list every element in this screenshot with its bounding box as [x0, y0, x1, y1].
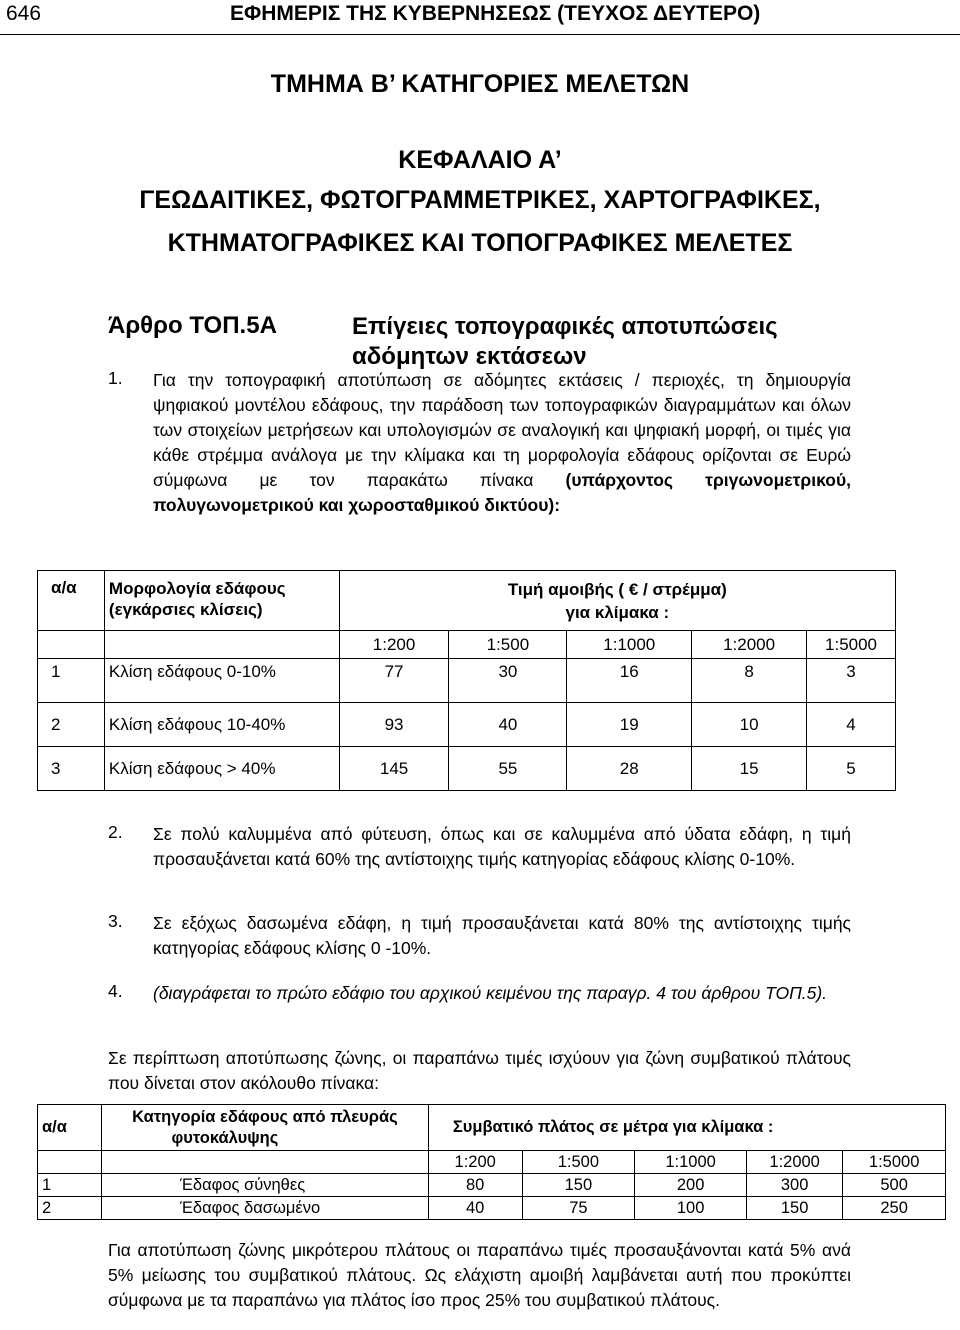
- article-title-line2: αδόμητων εκτάσεων: [352, 343, 587, 370]
- table1-row1-aa: 1: [38, 659, 105, 703]
- table1-row1-value: 30: [449, 659, 567, 703]
- paragraph-2: Σε πολύ καλυμμένα από φύτευση, όπως και σε καλυμμένα από ύδατα εδάφη, η τιμή προσαυξάνεται κατά 60% της αντίστοιχης τιμής κατηγορίας εδάφους κλίσης 0-10%.: [153, 824, 851, 869]
- table1-row2-value: 19: [567, 703, 692, 747]
- table1-row2-value: 40: [449, 703, 567, 747]
- table1-row3-value: 145: [339, 747, 449, 791]
- table2-row2-label: Έδαφος δασωμένο: [101, 1197, 428, 1220]
- table2-scale-row-empty-label: [101, 1151, 428, 1174]
- paragraph-4: (διαγράφεται το πρώτο εδάφιο του αρχικού κειμένου της παραγρ. 4 του άρθρου ΤΟΠ.5).: [153, 983, 828, 1003]
- chapter-subtitle-line2: ΚΤΗΜΑΤΟΓΡΑΦΙΚΕΣ ΚΑΙ ΤΟΠΟΓΡΑΦΙΚΕΣ ΜΕΛΕΤΕΣ: [167, 229, 793, 257]
- paragraph-1: [153, 368, 851, 518]
- paragraph-1-text: Για την τοπογραφική αποτύπωση σε αδόμητες εκτάσεις / περιοχές, τη δημιουργία ψηφιακού μοντέλου εδάφους, την παράδοση των τοπογραφικών διαγραμμάτων και όλων των στοιχείων μετρήσεων και υπολογισμών σε αναλογική και ψηφιακή μορφή, οι τιμές για κάθε στρέμμα ανάλογα με την κλίμακα και τη μορφολογία εδάφους ορίζονται σε Ευρώ σύμφωνα με τον παρακάτω πίνακα: [153, 370, 851, 490]
- table2-header-width: Συμβατικό πλάτος σε μέτρα για κλίμακα :: [428, 1105, 945, 1151]
- article-title-line1: Επίγειες τοπογραφικές αποτυπώσεις: [352, 313, 778, 340]
- table1-row2-value: 10: [692, 703, 807, 747]
- gazette-title: ΕΦΗΜΕΡΙΣ ΤΗΣ ΚΥΒΕΡΝΗΣΕΩΣ (ΤΕΥΧΟΣ ΔΕΥΤΕΡΟ): [230, 2, 761, 25]
- table2-row1-value: 150: [522, 1174, 635, 1197]
- table-row: [38, 1197, 946, 1220]
- table2-row2-value: 75: [522, 1197, 635, 1220]
- table1-scale-row-empty-label: [104, 631, 339, 659]
- table1-row3-value: 15: [692, 747, 807, 791]
- table1-scale-2000: 1:2000: [692, 631, 807, 659]
- table2-row2-aa: 2: [38, 1197, 102, 1220]
- closing-paragraph: Για αποτύπωση ζώνης μικρότερου πλάτους οι παραπάνω τιμές προσαυξάνονται κατά 5% ανά 5% μείωσης του συμβατικού πλάτους. Ως ελάχιστη αμοιβή λαμβάνεται αυτή που προκύπτει σύμφωνα με τα παραπάνω για πλάτος ίσο προς 25% του συμβατικού πλάτους.: [108, 1240, 851, 1310]
- table-row: [38, 703, 896, 747]
- table-row: [38, 747, 896, 791]
- table2-scale-5000: 1:5000: [843, 1151, 946, 1174]
- table1-row1-label: Κλίση εδάφους 0-10%: [104, 659, 339, 703]
- table1-row1-value: 8: [692, 659, 807, 703]
- table2-scale-1000: 1:1000: [635, 1151, 747, 1174]
- table2-row2-value: 150: [746, 1197, 842, 1220]
- paragraph-1-number: 1.: [108, 368, 123, 388]
- paragraph-3-number: 3.: [108, 911, 123, 931]
- table2-row2-value: 250: [843, 1197, 946, 1220]
- table1-row2-value: 4: [807, 703, 896, 747]
- article-title: [352, 312, 872, 372]
- table1-scale-5000: 1:5000: [807, 631, 896, 659]
- paragraph-1-bold-text: (υπάρχοντος τριγωνομετρικού, πολυγωνομετρικού και χωροσταθμικού δικτύου):: [153, 470, 851, 515]
- table1-row2-value: 93: [339, 703, 449, 747]
- table2-row1-value: 200: [635, 1174, 747, 1197]
- table2-header-category-line2: φυτοκάλυψης: [171, 1128, 279, 1147]
- table1-row3-label: Κλίση εδάφους > 40%: [104, 747, 339, 791]
- table1-row1-value: 3: [807, 659, 896, 703]
- table1-row1-value: 16: [567, 659, 692, 703]
- table1-scale-1000: 1:1000: [567, 631, 692, 659]
- table1-row1-value: 77: [339, 659, 449, 703]
- table1-row3-aa: 3: [38, 747, 105, 791]
- table1-scale-200: 1:200: [339, 631, 449, 659]
- chapter-title: ΚΕΦΑΛΑΙΟ Α’: [398, 146, 562, 174]
- table1-row2-label: Κλίση εδάφους 10-40%: [104, 703, 339, 747]
- table-row: [38, 659, 896, 703]
- table1-header-morphology: [104, 571, 339, 631]
- table2-scale-200: 1:200: [428, 1151, 522, 1174]
- table1-row3-value: 55: [449, 747, 567, 791]
- table1-row3-value: 5: [807, 747, 896, 791]
- table2-row1-aa: 1: [38, 1174, 102, 1197]
- table1-header-morphology-line2: (εγκάρσιες κλίσεις): [108, 600, 263, 619]
- paragraph-4-number: 4.: [108, 981, 123, 1001]
- table2-row1-label: Έδαφος σύνηθες: [101, 1174, 428, 1197]
- paragraph-3: Σε εξόχως δασωμένα εδάφη, η τιμή προσαυξάνεται κατά 80% της αντίστοιχης τιμής κατηγορίας εδάφους κλίσης 0 -10%.: [153, 913, 851, 958]
- table2-header-category: [101, 1105, 428, 1151]
- table1-header-morphology-line1: Μορφολογία εδάφους: [108, 579, 286, 598]
- table2-row1-value: 80: [428, 1174, 522, 1197]
- table2-row1-value: 300: [746, 1174, 842, 1197]
- table1-header-price-line1: Τιμή αμοιβής ( € / στρέμμα): [507, 579, 727, 599]
- table2-scale-2000: 1:2000: [746, 1151, 842, 1174]
- table1-header-price: [339, 571, 895, 631]
- table2-header-category-line1: Κατηγορία εδάφους από πλευράς: [132, 1107, 398, 1126]
- table2-header-aa: α/α: [38, 1105, 102, 1151]
- table2-row2-value: 40: [428, 1197, 522, 1220]
- table2-row1-value: 500: [843, 1174, 946, 1197]
- table1-header-aa: α/α: [38, 571, 105, 631]
- table-row: [38, 1174, 946, 1197]
- page-number: 646: [6, 2, 42, 25]
- paragraph-2-number: 2.: [108, 822, 123, 842]
- table2-scale-500: 1:500: [522, 1151, 635, 1174]
- table1-row3-value: 28: [567, 747, 692, 791]
- zone-width-table: [37, 1104, 946, 1220]
- section-title: ΤΜΗΜΑ Β’ ΚΑΤΗΓΟΡΙΕΣ ΜΕΛΕΤΩΝ: [270, 70, 690, 98]
- table1-scale-500: 1:500: [449, 631, 567, 659]
- zone-intro: Σε περίπτωση αποτύπωσης ζώνης, οι παραπάνω τιμές ισχύουν για ζώνη συμβατικού πλάτους που δίνεται στον ακόλουθο πίνακα:: [108, 1048, 851, 1093]
- header-divider: [0, 34, 960, 35]
- study-fee-table: [37, 570, 896, 791]
- table1-header-price-line2: για κλίμακα :: [565, 602, 670, 622]
- article-number: Άρθρο ΤΟΠ.5Α: [108, 312, 277, 339]
- table1-row2-aa: 2: [38, 703, 105, 747]
- table2-scale-row-empty-aa: [38, 1151, 102, 1174]
- table1-scale-row-empty-aa: [38, 631, 105, 659]
- table2-row2-value: 100: [635, 1197, 747, 1220]
- chapter-subtitle-line1: ΓΕΩΔΑΙΤΙΚΕΣ, ΦΩΤΟΓΡΑΜΜΕΤΡΙΚΕΣ, ΧΑΡΤΟΓΡΑΦΙΚΕΣ,: [139, 186, 821, 214]
